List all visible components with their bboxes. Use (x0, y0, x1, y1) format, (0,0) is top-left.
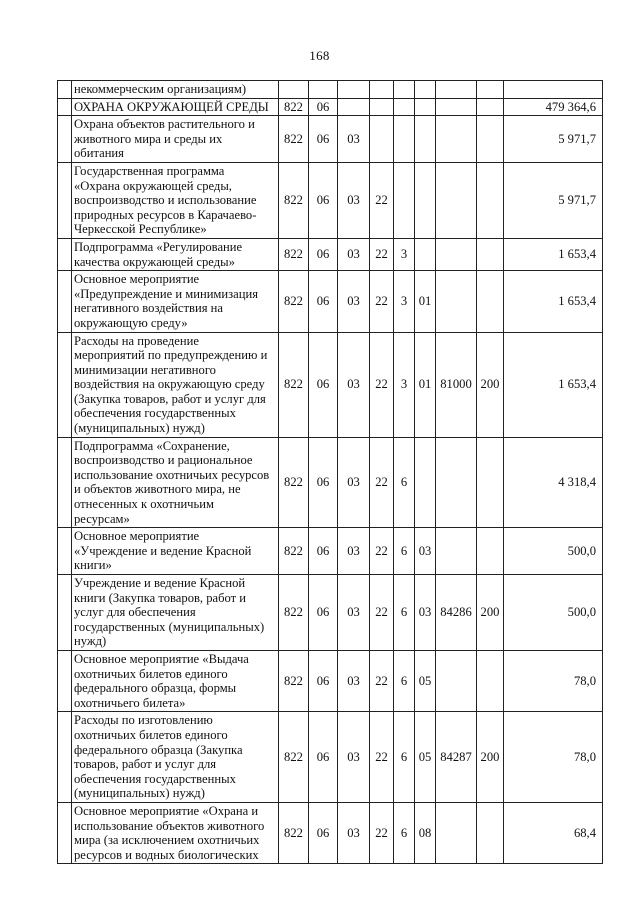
target-code-cell (436, 271, 477, 332)
program-code-cell: 22 (370, 575, 394, 651)
table-row (58, 712, 603, 803)
amount-cell: 1 653,4 (504, 271, 603, 332)
page-number: 168 (309, 48, 330, 63)
subprogram-code-cell: 6 (394, 712, 415, 803)
measure-code-cell: 08 (415, 802, 436, 863)
program-code-cell: 22 (370, 271, 394, 332)
subsection-code-cell: 03 (338, 802, 370, 863)
target-code-cell (436, 650, 477, 711)
table-row (58, 162, 603, 238)
grbs-code-cell (279, 81, 309, 99)
row-blank-cell (58, 271, 72, 332)
measure-code-cell (415, 116, 436, 163)
grbs-code-cell: 822 (279, 162, 309, 238)
subsection-code-cell: 03 (338, 650, 370, 711)
row-blank-cell (58, 575, 72, 651)
grbs-code-cell: 822 (279, 98, 309, 116)
subprogram-code-cell: 6 (394, 528, 415, 575)
expense-type-cell (477, 271, 504, 332)
section-code-cell: 06 (309, 712, 338, 803)
subprogram-code-cell (394, 98, 415, 116)
amount-cell: 479 364,6 (504, 98, 603, 116)
grbs-code-cell: 822 (279, 802, 309, 863)
expense-type-cell (477, 81, 504, 99)
program-code-cell: 22 (370, 437, 394, 528)
row-name-cell: Основное мероприятие «Предупреждение и минимизация негативного воздействия на окружающую среду» (72, 271, 279, 332)
section-code-cell: 06 (309, 116, 338, 163)
grbs-code-cell: 822 (279, 575, 309, 651)
program-code-cell: 22 (370, 802, 394, 863)
expense-type-cell (477, 650, 504, 711)
amount-cell: 78,0 (504, 650, 603, 711)
subsection-code-cell: 03 (338, 162, 370, 238)
table-row (58, 575, 603, 651)
subprogram-code-cell: 3 (394, 332, 415, 437)
measure-code-cell: 03 (415, 575, 436, 651)
measure-code-cell: 05 (415, 712, 436, 803)
row-name-cell: Расходы на проведение мероприятий по предупреждению и минимизации негативного воздействия на окружающую среду (Закупка товаров, работ и услуг для обеспечения государственных (муниципальных) нужд) (72, 332, 279, 437)
row-name-cell: Подпрограмма «Регулирование качества окружающей среды» (72, 238, 279, 270)
expense-type-cell (477, 528, 504, 575)
measure-code-cell (415, 98, 436, 116)
subsection-code-cell: 03 (338, 271, 370, 332)
row-blank-cell (58, 712, 72, 803)
row-name-cell: Основное мероприятие «Охрана и использование объектов животного мира (за исключением охотничьих ресурсов и водных биологических (72, 802, 279, 863)
subprogram-code-cell: 6 (394, 437, 415, 528)
section-code-cell: 06 (309, 98, 338, 116)
subsection-code-cell: 03 (338, 528, 370, 575)
table-row (58, 332, 603, 437)
table-body (58, 81, 603, 864)
expense-type-cell (477, 238, 504, 270)
program-code-cell: 22 (370, 650, 394, 711)
row-blank-cell (58, 437, 72, 528)
section-code-cell (309, 81, 338, 99)
target-code-cell (436, 116, 477, 163)
row-name-cell: ОХРАНА ОКРУЖАЮЩЕЙ СРЕДЫ (72, 98, 279, 116)
table-row (58, 528, 603, 575)
program-code-cell (370, 81, 394, 99)
measure-code-cell (415, 238, 436, 270)
section-code-cell: 06 (309, 162, 338, 238)
subprogram-code-cell (394, 162, 415, 238)
amount-cell: 1 653,4 (504, 238, 603, 270)
section-code-cell: 06 (309, 575, 338, 651)
amount-cell: 68,4 (504, 802, 603, 863)
table-row (58, 98, 603, 116)
grbs-code-cell: 822 (279, 650, 309, 711)
row-blank-cell (58, 162, 72, 238)
subprogram-code-cell (394, 116, 415, 163)
row-name-cell: Основное мероприятие «Выдача охотничьих билетов единого федерального образца, формы охотничьего билета» (72, 650, 279, 711)
expense-type-cell (477, 116, 504, 163)
target-code-cell (436, 528, 477, 575)
row-name-cell: Основное мероприятие «Учреждение и ведение Красной книги» (72, 528, 279, 575)
subsection-code-cell: 03 (338, 712, 370, 803)
row-blank-cell (58, 332, 72, 437)
measure-code-cell: 01 (415, 271, 436, 332)
expense-type-cell (477, 802, 504, 863)
subsection-code-cell (338, 81, 370, 99)
measure-code-cell (415, 437, 436, 528)
subprogram-code-cell (394, 81, 415, 99)
measure-code-cell (415, 162, 436, 238)
table-row (58, 802, 603, 863)
table-row (58, 238, 603, 270)
subsection-code-cell: 03 (338, 238, 370, 270)
row-blank-cell (58, 238, 72, 270)
section-code-cell: 06 (309, 437, 338, 528)
row-blank-cell (58, 802, 72, 863)
row-name-cell: Охрана объектов растительного и животного мира и среды их обитания (72, 116, 279, 163)
target-code-cell (436, 238, 477, 270)
section-code-cell: 06 (309, 271, 338, 332)
program-code-cell (370, 98, 394, 116)
program-code-cell: 22 (370, 712, 394, 803)
section-code-cell: 06 (309, 238, 338, 270)
amount-cell: 500,0 (504, 575, 603, 651)
row-name-cell: некоммерческим организациям) (72, 81, 279, 99)
table-row (58, 116, 603, 163)
program-code-cell: 22 (370, 332, 394, 437)
measure-code-cell: 05 (415, 650, 436, 711)
amount-cell (504, 81, 603, 99)
program-code-cell (370, 116, 394, 163)
target-code-cell (436, 98, 477, 116)
amount-cell: 4 318,4 (504, 437, 603, 528)
program-code-cell: 22 (370, 162, 394, 238)
row-name-cell: Учреждение и ведение Красной книги (Закупка товаров, работ и услуг для обеспечения государственных (муниципальных) нужд) (72, 575, 279, 651)
table-row (58, 81, 603, 99)
grbs-code-cell: 822 (279, 528, 309, 575)
grbs-code-cell: 822 (279, 271, 309, 332)
expense-type-cell (477, 98, 504, 116)
section-code-cell: 06 (309, 650, 338, 711)
target-code-cell: 84286 (436, 575, 477, 651)
grbs-code-cell: 822 (279, 116, 309, 163)
target-code-cell: 81000 (436, 332, 477, 437)
amount-cell: 500,0 (504, 528, 603, 575)
target-code-cell: 84287 (436, 712, 477, 803)
subsection-code-cell: 03 (338, 575, 370, 651)
expense-type-cell: 200 (477, 332, 504, 437)
expense-type-cell: 200 (477, 575, 504, 651)
subprogram-code-cell: 3 (394, 238, 415, 270)
measure-code-cell (415, 81, 436, 99)
subsection-code-cell (338, 98, 370, 116)
subprogram-code-cell: 6 (394, 802, 415, 863)
subsection-code-cell: 03 (338, 437, 370, 528)
row-blank-cell (58, 650, 72, 711)
measure-code-cell: 03 (415, 528, 436, 575)
grbs-code-cell: 822 (279, 332, 309, 437)
amount-cell: 1 653,4 (504, 332, 603, 437)
section-code-cell: 06 (309, 528, 338, 575)
row-blank-cell (58, 116, 72, 163)
target-code-cell (436, 81, 477, 99)
expense-type-cell (477, 437, 504, 528)
program-code-cell: 22 (370, 528, 394, 575)
section-code-cell: 06 (309, 332, 338, 437)
target-code-cell (436, 437, 477, 528)
grbs-code-cell: 822 (279, 238, 309, 270)
section-code-cell: 06 (309, 802, 338, 863)
budget-table (57, 80, 603, 864)
row-name-cell: Расходы по изготовлению охотничьих билетов единого федерального образца (Закупка товаров, работ и услуг для обеспечения государственных (муниципальных) нужд) (72, 712, 279, 803)
row-blank-cell (58, 98, 72, 116)
measure-code-cell: 01 (415, 332, 436, 437)
amount-cell: 5 971,7 (504, 162, 603, 238)
table-row (58, 271, 603, 332)
table-row (58, 650, 603, 711)
grbs-code-cell: 822 (279, 712, 309, 803)
amount-cell: 78,0 (504, 712, 603, 803)
row-name-cell: Государственная программа «Охрана окружающей среды, воспроизводство и использование природных ресурсов в Карачаево- Черкесской Республике» (72, 162, 279, 238)
target-code-cell (436, 802, 477, 863)
table-row (58, 437, 603, 528)
subprogram-code-cell: 6 (394, 575, 415, 651)
row-blank-cell (58, 528, 72, 575)
target-code-cell (436, 162, 477, 238)
row-name-cell: Подпрограмма «Сохранение, воспроизводство и рациональное использование охотничьих ресурсов и объектов животного мира, не отнесенных к охотничьим ресурсам» (72, 437, 279, 528)
expense-type-cell: 200 (477, 712, 504, 803)
subsection-code-cell: 03 (338, 116, 370, 163)
subprogram-code-cell: 3 (394, 271, 415, 332)
row-blank-cell (58, 81, 72, 99)
subsection-code-cell: 03 (338, 332, 370, 437)
subprogram-code-cell: 6 (394, 650, 415, 711)
program-code-cell: 22 (370, 238, 394, 270)
amount-cell: 5 971,7 (504, 116, 603, 163)
grbs-code-cell: 822 (279, 437, 309, 528)
expense-type-cell (477, 162, 504, 238)
